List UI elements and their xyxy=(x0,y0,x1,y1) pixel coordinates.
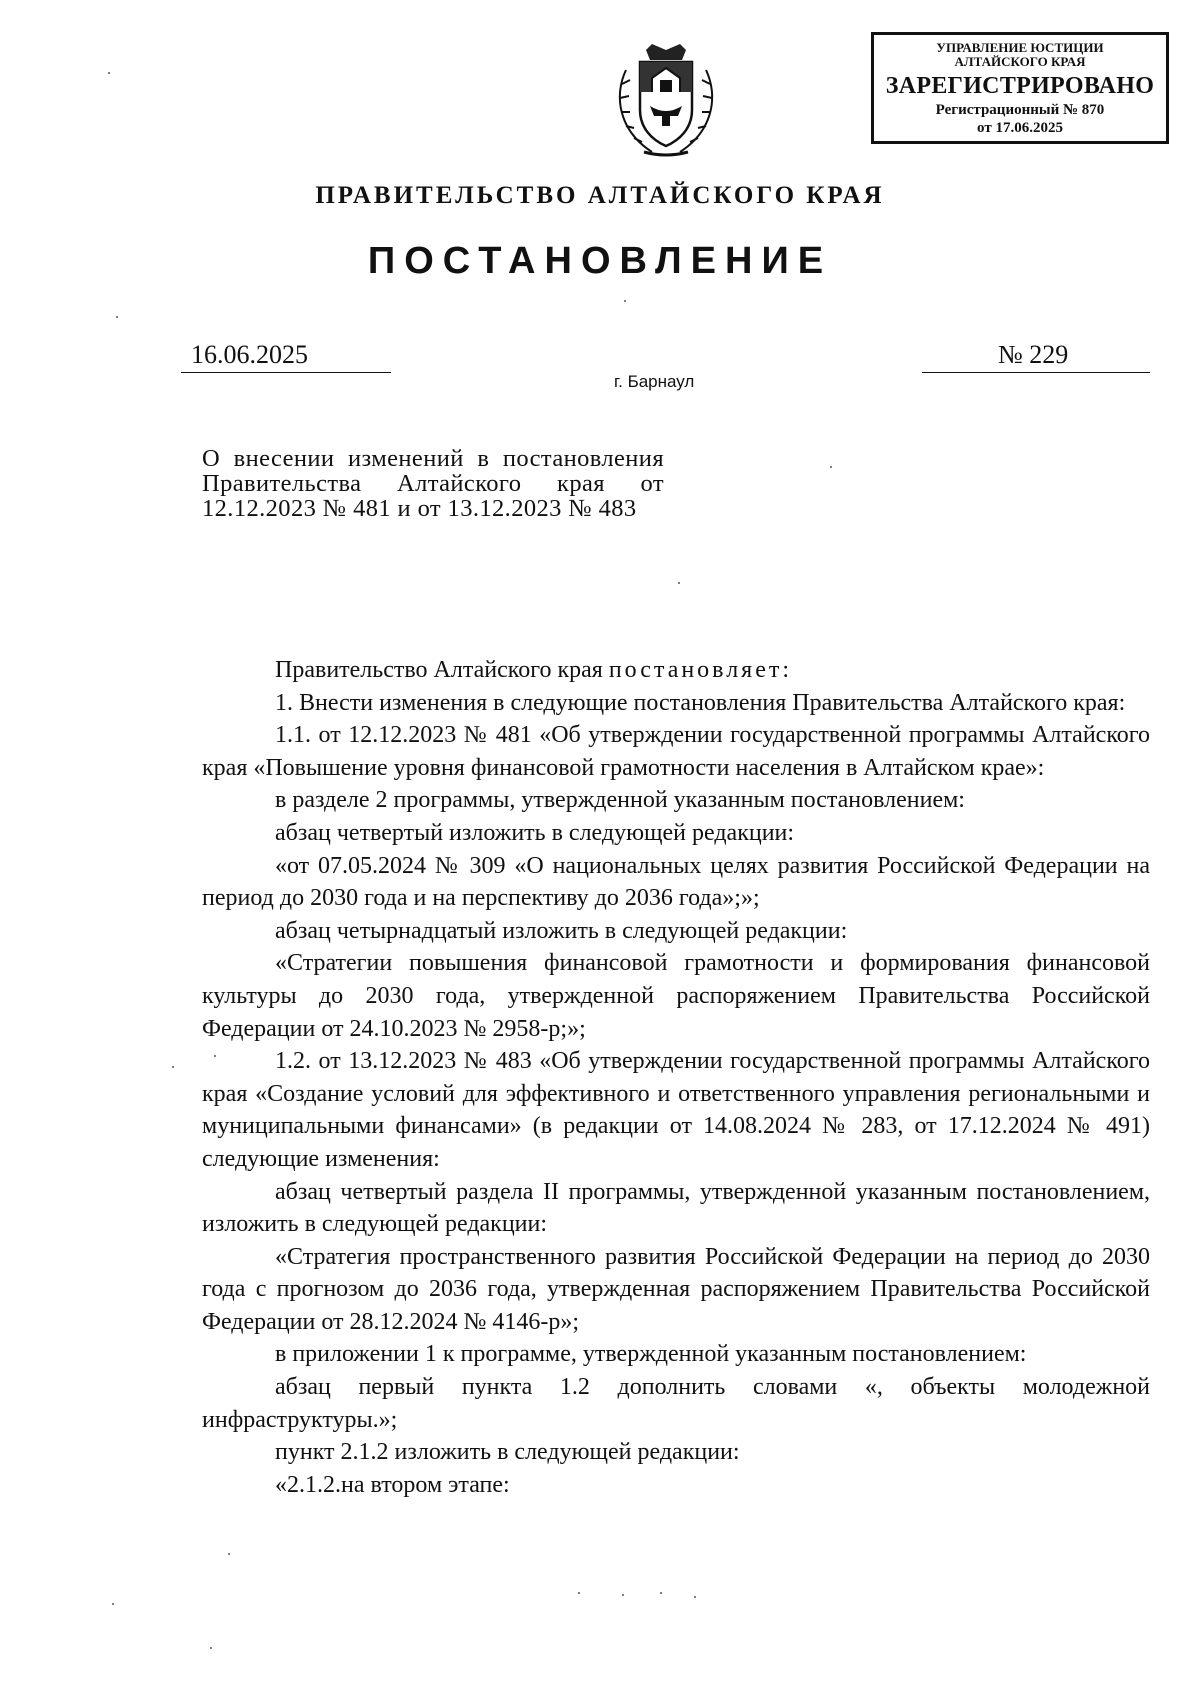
paragraph-1-2: 1.2. от 13.12.2023 № 483 «Об утверждении государственной программы Алтайского края «Создание условий для эффективного и ответственного управления региональными и муниципальными финансами» (в редакции от 14.08.2024 № 283, от 17.12.2024 № 491) следующие изменения: xyxy=(202,1048,1150,1172)
paragraph-10: «Стратегия пространственного развития Российской Федерации на период до 2030 года с прогнозом до 2036 года, утвержденная распоряжением Правительства Российской Федерации от 28.12.2024 № 4146-р»; xyxy=(202,1243,1150,1335)
document-date: 16.06.2025 xyxy=(181,340,391,373)
stamp-reg-number: Регистрационный № 870 xyxy=(935,102,1105,118)
scan-speck xyxy=(578,1592,580,1594)
paragraph-1-1: 1.1. от 12.12.2023 № 481 «Об утверждении государственной программы Алтайского края «Повышение уровня финансовой грамотности населения в Алтайском крае»: xyxy=(202,722,1150,781)
scan-speck xyxy=(108,72,110,74)
stamp-org-line1: УПРАВЛЕНИЕ ЮСТИЦИИ xyxy=(936,40,1104,55)
paragraph-9: абзац четвертый раздела II программы, утвержденной указанным постановлением, изложить в следующей редакции: xyxy=(202,1178,1150,1238)
scan-speck xyxy=(116,316,118,318)
scan-speck xyxy=(694,1596,696,1598)
coat-of-arms-emblem xyxy=(612,40,720,160)
document-type: ПОСТАНОВЛЕНИЕ xyxy=(367,240,833,282)
registration-stamp xyxy=(871,32,1169,144)
document-body xyxy=(202,654,1150,1501)
paragraph-11: в приложении 1 к программе, утвержденной указанным постановлением: xyxy=(275,1341,1027,1368)
paragraph-3: в разделе 2 программы, утвержденной указанным постановлением: xyxy=(275,787,965,814)
scan-speck xyxy=(210,1647,212,1649)
paragraph-1: 1. Внести изменения в следующие постановления Правительства Алтайского края: xyxy=(275,689,1126,716)
stamp-org-line2: АЛТАЙСКОГО КРАЯ xyxy=(954,54,1086,69)
scan-speck xyxy=(112,1603,114,1605)
document-subject: О внесении изменений в постановления Правительства Алтайского края от 12.12.2023 № 481 и от 13.12.2023 № 483 xyxy=(202,445,664,522)
scan-speck xyxy=(214,1055,216,1057)
stamp-reg-date: от 17.06.2025 xyxy=(977,120,1063,136)
paragraph-7: «Стратегии повышения финансовой грамотности и формирования финансовой культуры до 2030 года, утвержденной распоряжением Правительства Российской Федерации от 24.10.2023 № 2958-р;»; xyxy=(202,950,1150,1042)
scan-speck xyxy=(830,466,832,468)
paragraph-12: абзац первый пункта 1.2 дополнить словами «, объекты молодежной инфраструктуры.»; xyxy=(202,1374,1150,1433)
intro-verb: постановляет: xyxy=(608,657,793,683)
scan-speck xyxy=(228,1553,230,1555)
scan-speck xyxy=(678,582,680,584)
intro-paragraph xyxy=(202,654,1150,687)
paragraph-4: абзац четвертый изложить в следующей редакции: xyxy=(275,819,795,846)
scan-speck xyxy=(660,1592,662,1594)
intro-text: Правительство Алтайского края xyxy=(275,657,603,683)
document-number: № 229 xyxy=(922,340,1150,373)
paragraph-13: пункт 2.1.2 изложить в следующей редакции: xyxy=(275,1439,740,1466)
paragraph-6: абзац четырнадцатый изложить в следующей редакции: xyxy=(275,917,848,944)
scan-speck xyxy=(172,1066,174,1068)
document-city: г. Барнаул xyxy=(614,372,695,391)
paragraph-5: «от 07.05.2024 № 309 «О национальных целях развития Российской Федерации на период до 2030 года и на перспективу до 2036 года»;»; xyxy=(202,852,1150,912)
paragraph-14: «2.1.2.на втором этапе: xyxy=(275,1471,510,1498)
government-name: ПРАВИТЕЛЬСТВО АЛТАЙСКОГО КРАЯ xyxy=(315,182,885,209)
stamp-title: ЗАРЕГИСТРИРОВАНО xyxy=(885,73,1155,99)
scan-speck xyxy=(622,1594,624,1596)
scan-speck xyxy=(624,300,626,302)
